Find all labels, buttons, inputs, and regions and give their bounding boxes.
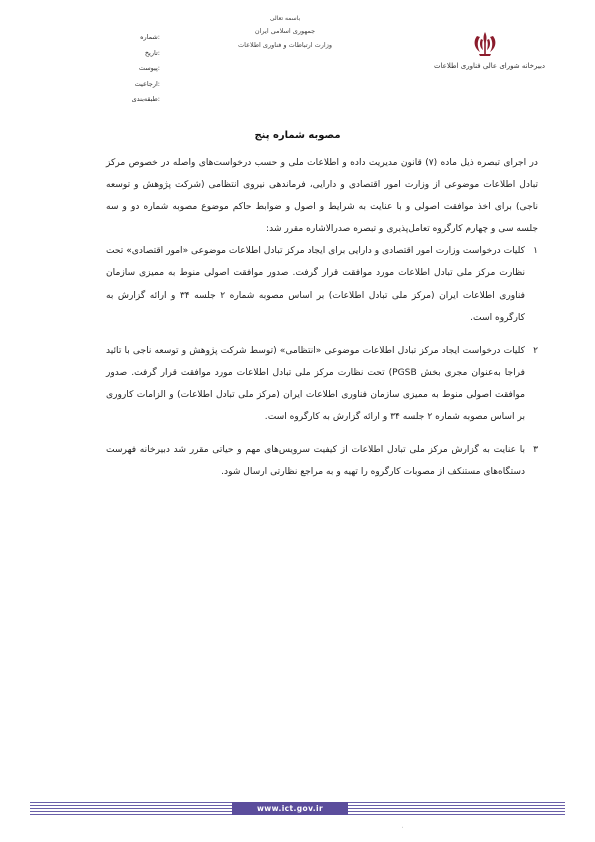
intro-paragraph: در اجرای تبصره ذیل ماده (۷) قانون مدیریت داده و اطلاعات ملی و حسب درخواست‌های واصله در خصوص مرکز تبادل اطلاعات موضوعی از وزارت امور اقتصادی و دارایی، فرماندهی نیروی انتظامی (شرکت پژوهش و توسعه ناجی) برای اخذ موافقت اصولی و با عنایت به شرایط و اصول و ضوابط حاکم موضوع مصوبه شماره دو و سه جلسه سی و چهارم کارگروه تعامل‌پذیری و تبصره صدرالاشاره مقرر شد: [106,158,538,235]
letterhead-center [235,14,335,52]
ministry-line: وزارت ارتباطات و فناوری اطلاعات [238,41,332,49]
basmala-line: باسمه تعالی [269,15,301,22]
list-item [106,240,538,328]
organization-name: دبیرخانه شورای عالی فناوری اطلاعات [433,62,546,70]
document-body [106,152,538,483]
list-item-number: ۱ [533,246,538,257]
footer-url-link[interactable]: www.ict.gov.ir [232,802,348,815]
country-line: جمهوری اسلامی ایران [254,27,316,35]
meta-label-date: تاریخ: [144,48,160,57]
page-mark: ۰ [401,824,405,831]
meta-label-attachment: پیوست: [138,64,160,72]
letter-meta-labels [120,30,160,108]
list-item-number: ۲ [533,345,538,356]
meta-label-classification: طبقه‌بندی: [131,95,160,103]
list-item [106,340,538,428]
list-item-text: با عنایت به گزارش مرکز ملی تبادل اطلاعات از کیفیت سرویس‌های مهم و حیاتی مقرر شد دبیرخانه فهرست دستگاه‌های مستنکف از مصوبات کارگروه را تهیه و به مراجع نظارتی ارسال شود. [106,445,525,478]
document-title: مصوبه شماره پنج [254,130,341,141]
list-item [106,439,538,483]
meta-label-reference: ارجاعیت: [134,79,160,88]
list-item-number: ۳ [533,445,538,456]
meta-label-number: شماره: [140,33,160,41]
iran-emblem-icon [472,30,498,58]
list-item-text: کلیات درخواست ایجاد مرکز تبادل اطلاعات موضوعی «انتظامی» (توسط شرکت پژوهش و توسعه ناجی با تائید فراجا به‌عنوان مجری بخش PGSB) تحت نظارت مرکز ملی تبادل اطلاعات مورد موافقت قرار گرفت. صدور موافقت اصولی منوط به ممیزی سازمان فناوری اطلاعات ایران (مرکز ملی تبادل اطلاعات) و الزامات کاروری بر اساس مصوبه شماره ۲ جلسه ۳۴ و ارائه گزارش به کارگروه است. [106,345,526,423]
list-item-text: کلیات درخواست وزارت امور اقتصادی و دارایی برای ایجاد مرکز تبادل اطلاعات موضوعی «امور اقتصادی» تحت نظارت مرکز ملی تبادل اطلاعات مورد موافقت قرار گرفت. صدور موافقت اصولی منوط به ممیزی سازمان فناوری اطلاعات ایران (مرکز ملی تبادل اطلاعات) بر اساس مصوبه شماره ۲ جلسه ۳۴ و ارائه گزارش به کارگروه است. [105,246,526,323]
